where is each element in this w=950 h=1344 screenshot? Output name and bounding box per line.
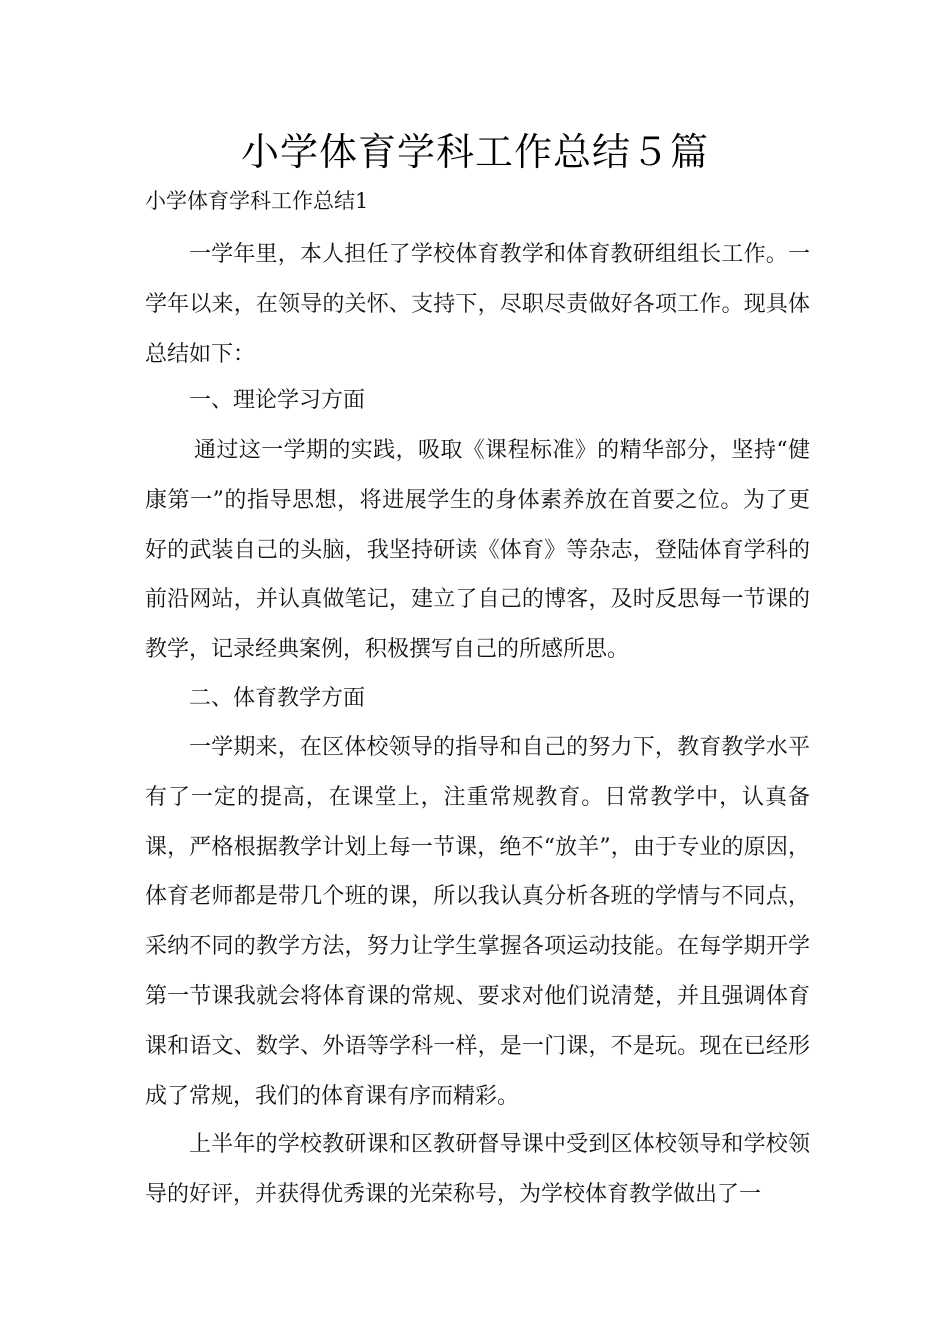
section-heading-teaching: 二、体育教学方面 — [189, 686, 366, 711]
section-subtitle: 小学体育学科工作总结1 — [145, 189, 369, 213]
paragraph-evaluation: 上半年的学校教研课和区教研督导课中受到区体校领导和学校领导的好评，并获得优秀课的光荣称号，为学校体育教学做出了一 — [145, 1132, 810, 1207]
section-heading-theory: 一、理论学习方面 — [189, 388, 366, 413]
paragraph-teaching: 一学期来，在区体校领导的指导和自己的努力下，教育教学水平有了一定的提高，在课堂上，注重常规教育。日常教学中，认真备课，严格根据教学计划上每一节课，绝不“放羊”，由于专业的原因，体育老师都是带几个班的课，所以我认真分析各班的学情与不同点，采纳不同的教学方法，努力让学生掌握各项运动技能。在每学期开学第一节课我就会将体育课的常规、要求对他们说清楚，并且强调体育课和语文、数学、外语等学科一样，是一门课，不是玩。现在已经形成了常规，我们的体育课有序而精彩。 — [145, 735, 810, 1109]
paragraph-intro: 一学年里，本人担任了学校体育教学和体育教研组组长工作。一学年以来，在领导的关怀、支持下，尽职尽责做好各项工作。现具体总结如下： — [145, 242, 810, 367]
document-title: 小学体育学科工作总结５篇 — [240, 130, 709, 174]
paragraph-theory: 通过这一学期的实践，吸取《课程标准》的精华部分，坚持“健康第一”的指导思想，将进展学生的身体素养放在首要之位。为了更好的武装自己的头脑，我坚持研读《体育》等杂志，登陆体育学科的前沿网站，并认真做笔记，建立了自己的博客，及时反思每一节课的教学，记录经典案例，积极撰写自己的所感所思。 — [145, 438, 810, 663]
